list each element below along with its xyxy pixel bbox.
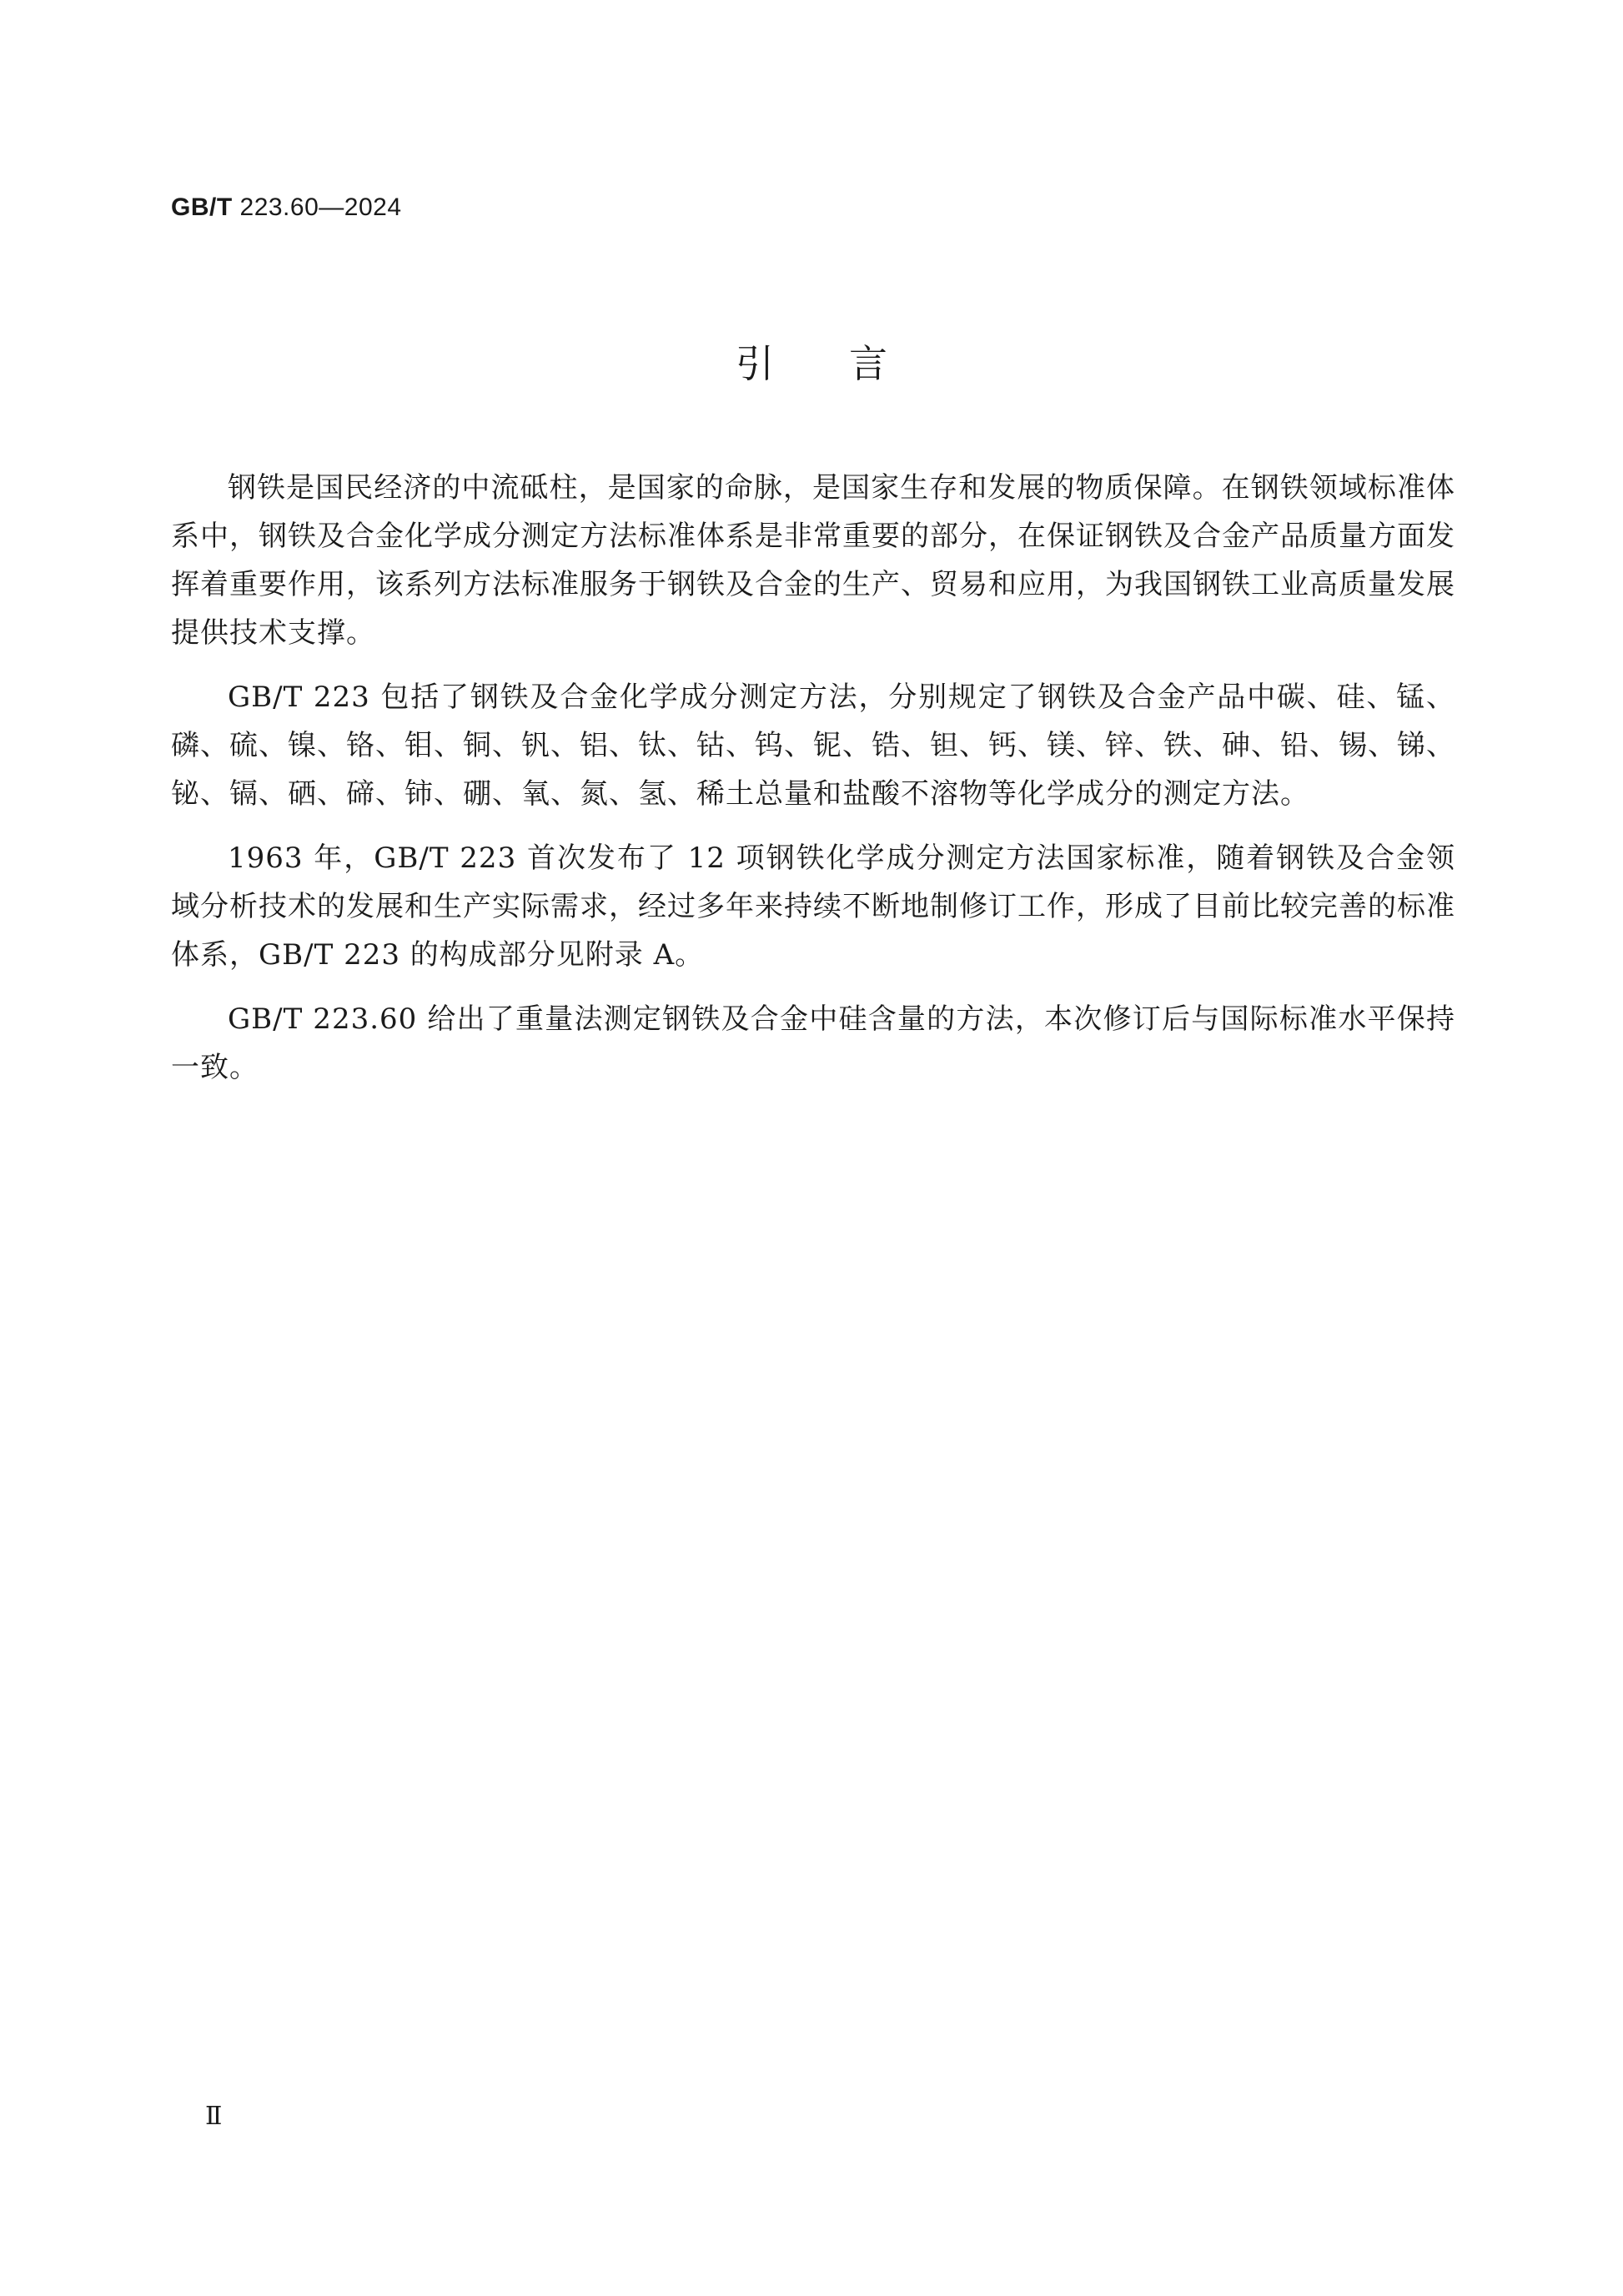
page-number: Ⅱ xyxy=(205,2102,223,2131)
paragraph-1: 钢铁是国民经济的中流砥柱，是国家的命脉，是国家生存和发展的物质保障。在钢铁领域标准体系中，钢铁及合金化学成分测定方法标准体系是非常重要的部分，在保证钢铁及合金产品质量方面发挥着重要作用，该系列方法标准服务于钢铁及合金的生产、贸易和应用，为我国钢铁工业高质量发展提供技术支撑。 xyxy=(171,471,1455,650)
standard-code xyxy=(171,193,402,222)
section-title: 引言 xyxy=(736,341,962,386)
standard-code-number: 223.60—2024 xyxy=(232,193,402,221)
paragraph-4: GB/T 223.60 给出了重量法测定钢铁及合金中硅含量的方法，本次修订后与国际标准水平保持一致。 xyxy=(171,1002,1455,1084)
paragraph-3: 1963 年，GB/T 223 首次发布了 12 项钢铁化学成分测定方法国家标准，随着钢铁及合金领域分析技术的发展和生产实际需求，经过多年来持续不断地制修订工作，形成了目前比较完善的标准体系，GB/T 223 的构成部分见附录 A。 xyxy=(171,842,1455,972)
standard-code-prefix: GB/T xyxy=(171,193,233,221)
paragraph-2: GB/T 223 包括了钢铁及合金化学成分测定方法，分别规定了钢铁及合金产品中碳、硅、锰、磷、硫、镍、铬、钼、铜、钒、铝、钛、钴、钨、铌、锆、钽、钙、镁、锌、铁、砷、铅、锡、锑、铋、镉、硒、碲、铈、硼、氧、氮、氢、稀土总量和盐酸不溶物等化学成分的测定方法。 xyxy=(171,681,1455,811)
introduction-body xyxy=(171,464,1455,1108)
